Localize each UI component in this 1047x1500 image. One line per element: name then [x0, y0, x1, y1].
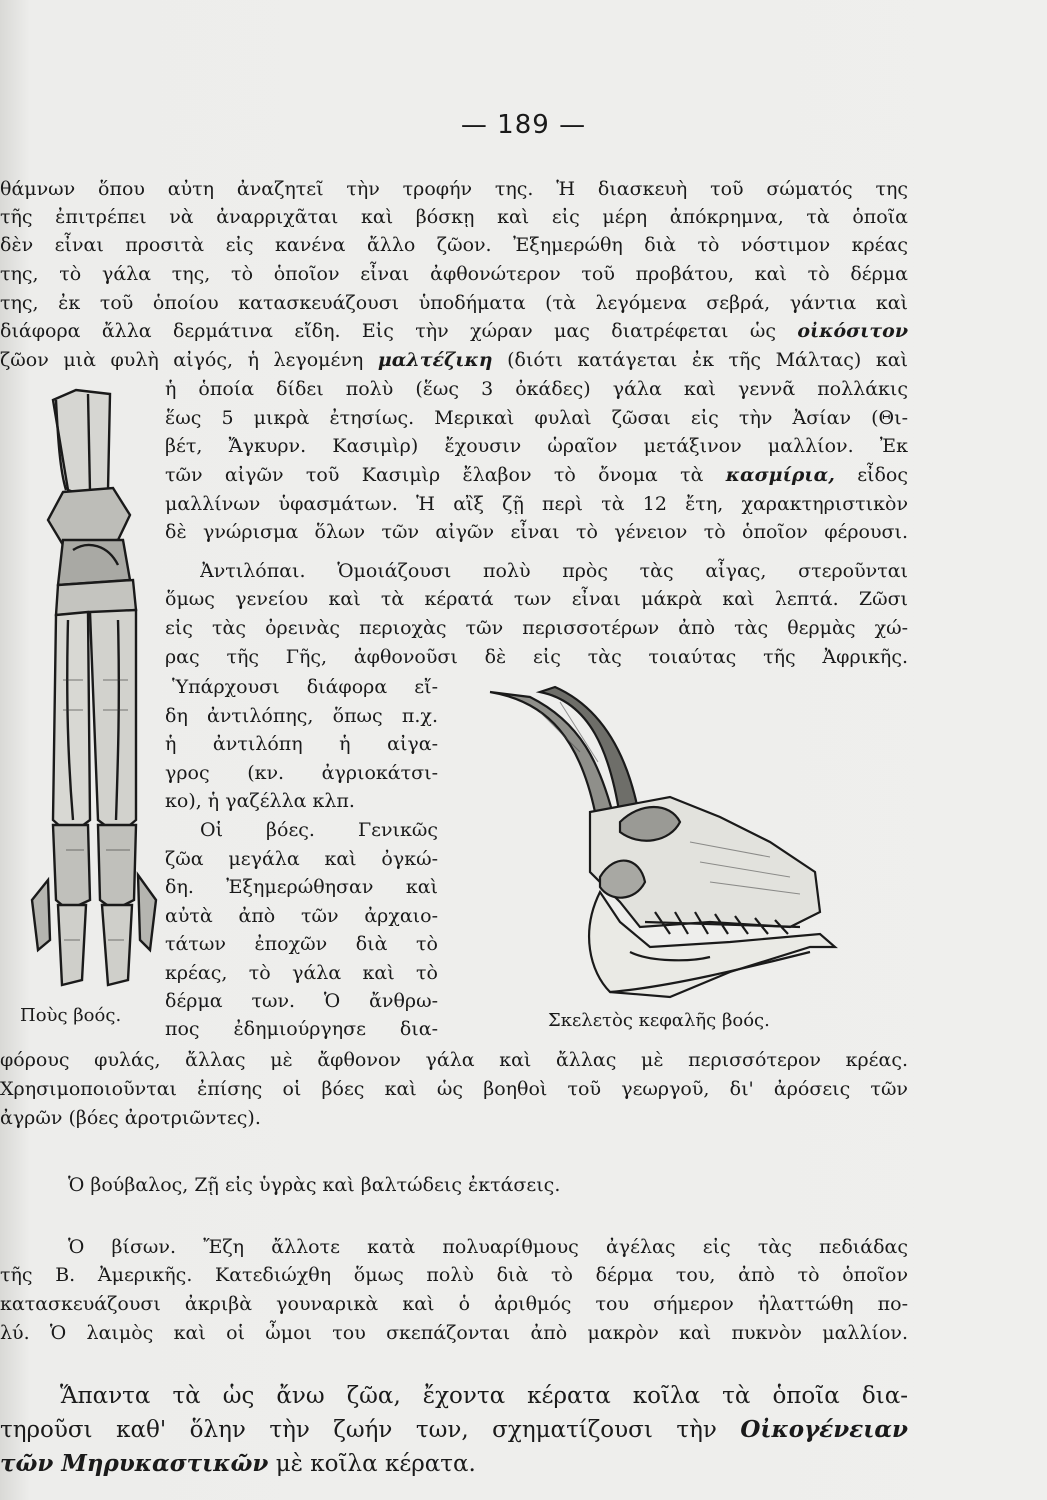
text-line: τῆς Β. Ἀμερικῆς. Κατεδιώχθη ὅμως πολὺ διὰ τὸ δέρμα του, ἀπὸ τὸ ὁποῖον	[0, 1264, 908, 1286]
text-line: κο), ἡ γαζέλλα κλπ.	[165, 790, 355, 812]
text-span: διάφορα ἄλλα δερμάτινα εἴδη. Εἰς τὴν χώραν μας διατρέφεται ὡς	[0, 320, 776, 342]
text-line: Χρησιμοποιοῦνται ἐπίσης οἱ βόες καὶ ὡς βοηθοὶ τοῦ γεωργοῦ, δι' ἀρόσεις τῶν	[0, 1078, 908, 1100]
text-line: φόρους φυλάς, ἄλλας μὲ ἄφθονον γάλα καὶ ἄλλας μὲ περισσότερον κρέας.	[0, 1049, 908, 1071]
term-oikositon: οἰκόσιτον	[797, 320, 908, 342]
text-line: της, ἐκ τοῦ ὁποίου κατασκευάζουσι ὑποδήματα (τὰ λεγόμενα σεβρά, γάντια καὶ	[0, 292, 908, 314]
text-line: ἕως 5 μικρὰ ἐτησίως. Μερικαὶ φυλαὶ ζῶσαι εἰς τὴν Ἀσίαν (Θι-	[165, 407, 908, 429]
text-line: γρος (κν. ἀγριοκάτσι-	[165, 762, 438, 784]
term-oikogeneian: Οἰκογένειαν	[740, 1416, 908, 1443]
text-line: ἀγρῶν (βόες ἀροτριῶντες).	[0, 1107, 261, 1129]
text-line: Ἀντιλόπαι. Ὁμοιάζουσι πολὺ πρὸς τὰς αἶγας, στεροῦνται	[200, 560, 908, 582]
text-span: εἶδος	[857, 464, 908, 486]
cow-skull-figure	[470, 672, 850, 1012]
text-line: δέρμα των. Ὁ ἄνθρω-	[165, 990, 438, 1012]
text-line: βέτ, Ἄγκυρν. Κασιμὶρ) ἔχουσιν ὡραῖον μετάξινον μαλλίον. Ἐκ	[165, 435, 908, 457]
text-line: κατασκευάζουσι ἀκριβὰ γουναρικὰ καὶ ὁ ἀριθμός του σήμερον ἠλαττώθη πο-	[0, 1293, 908, 1315]
text-line: ἡ ὁποία δίδει πολὺ (ἕως 3 ὀκάδες) γάλα καὶ γεννᾶ πολλάκις	[165, 378, 908, 400]
text-line: δη ἀντιλόπης, ὅπως π.χ.	[165, 705, 438, 727]
text-line: θάμνων ὅπου αὐτη ἀναζητεῖ τὴν τροφήν της. Ἡ διασκευὴ τοῦ σώματός της	[0, 178, 908, 200]
term-maltezikh: μαλτέζικη	[377, 349, 493, 371]
page-number: — 189 —	[460, 110, 587, 140]
figure-caption-skull: Σκελετὸς κεφαλῆς βοός.	[548, 1010, 770, 1031]
text-line: πος ἐδημιούργησε δια-	[165, 1018, 438, 1040]
term-mhrykastikon: τῶν Μηρυκαστικῶν	[0, 1450, 269, 1477]
text-line: εἰς τὰς ὀρεινὰς περιοχὰς τῶν περισσοτέρων ἀπὸ τὰς θερμὰς χώ-	[165, 617, 908, 639]
text-line: ὅμως γενείου καὶ τὰ κέρατά των εἶναι μάκρὰ καὶ λεπτά. Ζῶσι	[165, 588, 908, 610]
text-line: της, τὸ γάλα της, τὸ ὁποῖον εἶναι ἀφθονώτερον τοῦ προβάτου, καὶ τὸ δέρμα	[0, 263, 908, 285]
text-line: δὲν εἶναι προσιτὰ εἰς κανένα ἄλλο ζῶον. Ἐξημερώθη διὰ τὸ νόστιμον κρέας	[0, 234, 908, 256]
text-line: ἡ ἀντιλόπη ἡ αἰγα-	[165, 733, 438, 755]
text-line: ρας τῆς Γῆς, ἀφθονοῦσι δὲ εἰς τὰς τοιαύτας τῆς Ἀφρικῆς.	[165, 646, 908, 668]
text-line: αὐτὰ ἀπὸ τῶν ἀρχαιο-	[165, 905, 438, 927]
text-line: λύ. Ὁ λαιμὸς καὶ οἱ ὦμοι του σκεπάζονται ἀπὸ μακρὸν καὶ πυκνὸν μαλλίον.	[0, 1322, 908, 1344]
text-line	[165, 462, 908, 488]
text-line: τῆς ἐπιτρέπει νὰ ἀναρριχᾶται καὶ βόσκῃ καὶ εἰς μέρη ἀπόκρημνα, τὰ ὁποῖα	[0, 206, 908, 228]
text-span: τηροῦσι καθ' ὅλην τὴν ζωήν των, σχηματίζουσι τὴν	[0, 1417, 717, 1443]
text-line: δὲ γνώρισμα ὅλων τῶν αἰγῶν εἶναι τὸ γένειον τὸ ὁποῖον φέρουσι.	[165, 521, 908, 543]
paragraph-buffalo: Ὁ βούβαλος, Ζῇ εἰς ὑγρὰς καὶ βαλτώδεις ἐκτάσεις.	[68, 1174, 561, 1196]
text-line	[0, 318, 908, 344]
text-span: τῶν αἰγῶν τοῦ Κασιμὶρ ἔλαβον τὸ ὄνομα τὰ	[165, 464, 704, 486]
text-line-large	[0, 1414, 908, 1446]
term-kasmiria: κασμίρια,	[725, 464, 835, 486]
figure-caption-hoof: Ποὺς βοός.	[20, 1005, 122, 1026]
text-span: (διότι κατάγεται ἐκ τῆς Μάλτας) καὶ	[507, 349, 908, 371]
hoof-skeleton-figure	[18, 380, 168, 1000]
text-line: δη. Ἐξημερώθησαν καὶ	[165, 876, 438, 898]
text-line-large	[0, 1448, 560, 1480]
text-span: μὲ κοῖλα κέρατα.	[275, 1451, 476, 1477]
text-line: μαλλίνων ὑφασμάτων. Ἡ αἲξ ζῇ περὶ τὰ 12 ἔτη, χαρακτηριστικὸν	[165, 493, 908, 515]
text-line	[0, 347, 908, 373]
text-line: Οἱ βόες. Γενικῶς	[200, 819, 438, 841]
text-line: ζῶα μεγάλα καὶ ὀγκώ-	[165, 848, 438, 870]
text-line: Ὑπάρχουσι διάφορα εἴ-	[172, 676, 438, 698]
text-line: κρέας, τὸ γάλα καὶ τὸ	[165, 962, 438, 984]
text-span: ζῶον μιὰ φυλὴ αἰγός, ἡ λεγομένη	[0, 349, 364, 371]
text-line: Ὁ βίσων. Ἔζη ἄλλοτε κατὰ πολυαρίθμους ἀγέλας εἰς τὰς πεδιάδας	[68, 1236, 908, 1258]
text-line-large: Ἅπαντα τὰ ὡς ἄνω ζῶα, ἔχοντα κέρατα κοῖλα τὰ ὁποῖα δια-	[60, 1383, 908, 1409]
text-line: τάτων ἐποχῶν διὰ τὸ	[165, 933, 438, 955]
